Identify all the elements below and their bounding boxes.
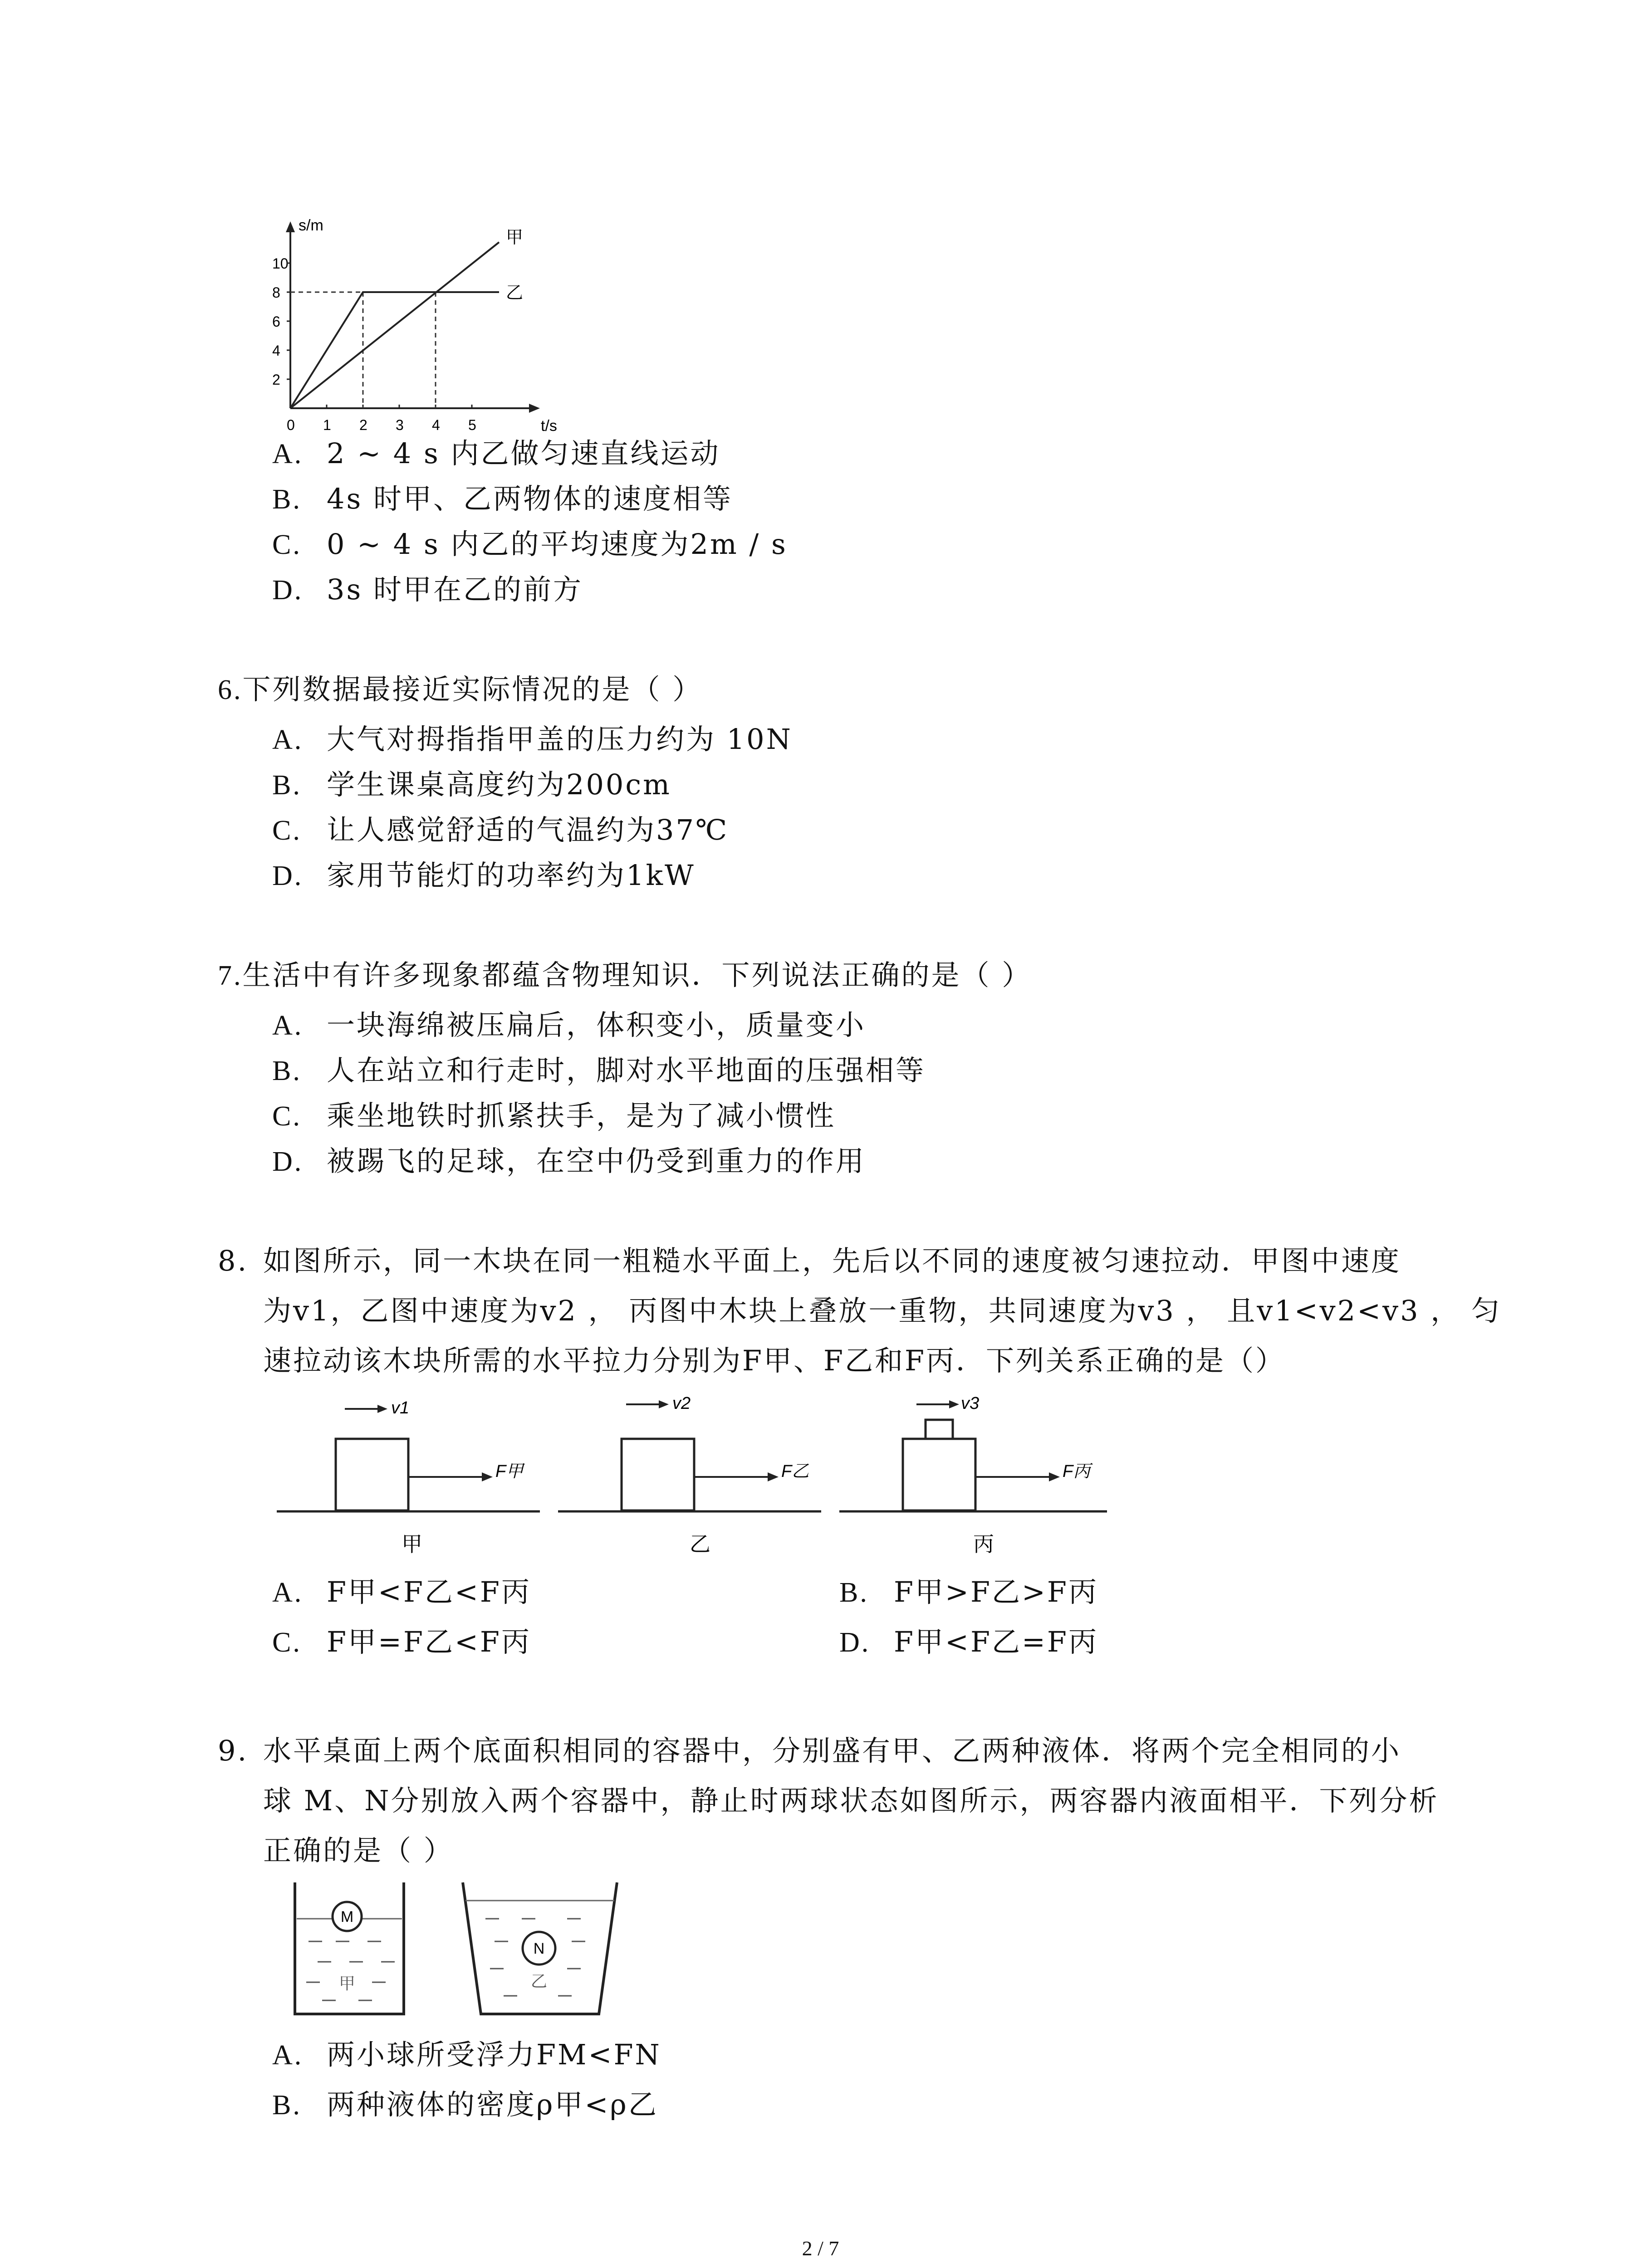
ball-m-label: M	[340, 1908, 354, 1926]
v2-label: v2	[672, 1394, 691, 1413]
y-axis-label: s/m	[299, 217, 323, 234]
q6-stem: 6.下列数据最接近实际情况的是（ ）	[218, 673, 703, 706]
x-axis-label: t/s	[541, 417, 557, 435]
q8-stem-line-1: 如图所示，同一木块在同一粗糙水平面上，先后以不同的速度被匀速拉动．甲图中速度	[263, 1244, 1401, 1277]
q5-option-a: A. 2 ~ 4 s 内乙做匀速直线运动	[272, 437, 720, 470]
q8-option-d: D. F甲<F乙=F丙	[839, 1625, 1098, 1658]
q7-option-b: B. 人在站立和行走时，脚对水平地面的压强相等	[272, 1054, 926, 1087]
q8-option-a: A. F甲<F乙<F丙	[272, 1575, 531, 1608]
v1-label: v1	[391, 1398, 410, 1418]
caption-jia: 甲	[402, 1532, 422, 1556]
q5-option-d: D. 3s 时甲在乙的前方	[272, 573, 583, 606]
q9-option-a: A. 两小球所受浮力FM<FN	[272, 2038, 661, 2071]
q8-option-b: B. F甲>F乙>F丙	[839, 1575, 1098, 1608]
q7-option-d: D. 被踢飞的足球，在空中仍受到重力的作用	[272, 1144, 866, 1178]
q7-option-a: A. 一块海绵被压扁后，体积变小，质量变小	[272, 1008, 866, 1041]
q9-stem-line-1: 水平桌面上两个底面积相同的容器中，分别盛有甲、乙两种液体．将两个完全相同的小	[263, 1734, 1401, 1767]
q8-block-figure	[272, 1388, 1116, 1569]
q8-stem-line-2: 为v1，乙图中速度为v2 ， 丙图中木块上叠放一重物，共同速度为v3 ， 且v1<v2<v3 ， 匀	[263, 1294, 1501, 1327]
x-tick-label: 1	[323, 417, 331, 433]
q6-option-b: B. 学生课桌高度约为200cm	[272, 768, 671, 801]
line-yi	[290, 292, 499, 408]
liquid-jia-label: 甲	[338, 1974, 356, 1993]
q8-option-c: C. F甲=F乙<F丙	[272, 1625, 531, 1658]
liquid-yi-label: 乙	[530, 1972, 548, 1990]
y-tick-label: 4	[272, 342, 280, 359]
q6-option-c: C. 让人感觉舒适的气温约为37℃	[272, 813, 729, 846]
y-tick-label: 2	[272, 371, 280, 388]
ball-n-label: N	[533, 1940, 545, 1957]
q8-stem-line-3: 速拉动该木块所需的水平拉力分别为F甲、F乙和F丙．下列关系正确的是（）	[263, 1344, 1286, 1377]
q6-option-d: D. 家用节能灯的功率约为1kW	[272, 859, 696, 892]
v3-label: v3	[961, 1394, 980, 1413]
q9-number: 9.	[218, 1734, 249, 1767]
caption-yi: 乙	[690, 1532, 710, 1556]
line-jia	[290, 242, 499, 408]
x-tick-label: 2	[359, 417, 367, 433]
line-jia-label: 甲	[506, 228, 524, 247]
q7-option-c: C. 乘坐地铁时抓紧扶手，是为了减小惯性	[272, 1099, 836, 1132]
distance-time-graph	[254, 209, 581, 445]
x-tick-label: 4	[432, 417, 440, 433]
y-tick-label: 6	[272, 313, 280, 330]
q9-stem-line-2: 球 M、N分别放入两个容器中，静止时两球状态如图所示，两容器内液面相平．下列分析	[263, 1784, 1439, 1817]
q7-stem: 7.生活中有许多现象都蕴含物理知识．下列说法正确的是（ ）	[218, 958, 1032, 992]
q9-container-figure	[268, 1878, 631, 2023]
f-yi-label: F乙	[781, 1462, 809, 1481]
y-tick-label: 10	[272, 255, 289, 272]
x-tick-label: 5	[468, 417, 476, 433]
y-tick-label: 8	[272, 284, 280, 301]
q5-option-b: B. 4s 时甲、乙两物体的速度相等	[272, 482, 733, 515]
f-bing-label: F丙	[1063, 1462, 1091, 1481]
caption-bing: 丙	[973, 1532, 994, 1556]
f-jia-label: F甲	[495, 1462, 524, 1481]
q8-number: 8.	[218, 1244, 249, 1277]
x-tick-label: 3	[396, 417, 404, 433]
q9-option-b: B. 两种液体的密度ρ甲<ρ乙	[272, 2088, 658, 2121]
line-yi-label: 乙	[506, 284, 524, 303]
page-number: 2 / 7	[802, 2237, 839, 2260]
q6-option-a: A. 大气对拇指指甲盖的压力约为 10N	[272, 723, 793, 756]
x-tick-label: 0	[287, 417, 295, 433]
q5-option-c: C. 0 ~ 4 s 内乙的平均速度为2m / s	[272, 528, 788, 561]
q9-stem-line-3: 正确的是（ ）	[263, 1834, 454, 1867]
